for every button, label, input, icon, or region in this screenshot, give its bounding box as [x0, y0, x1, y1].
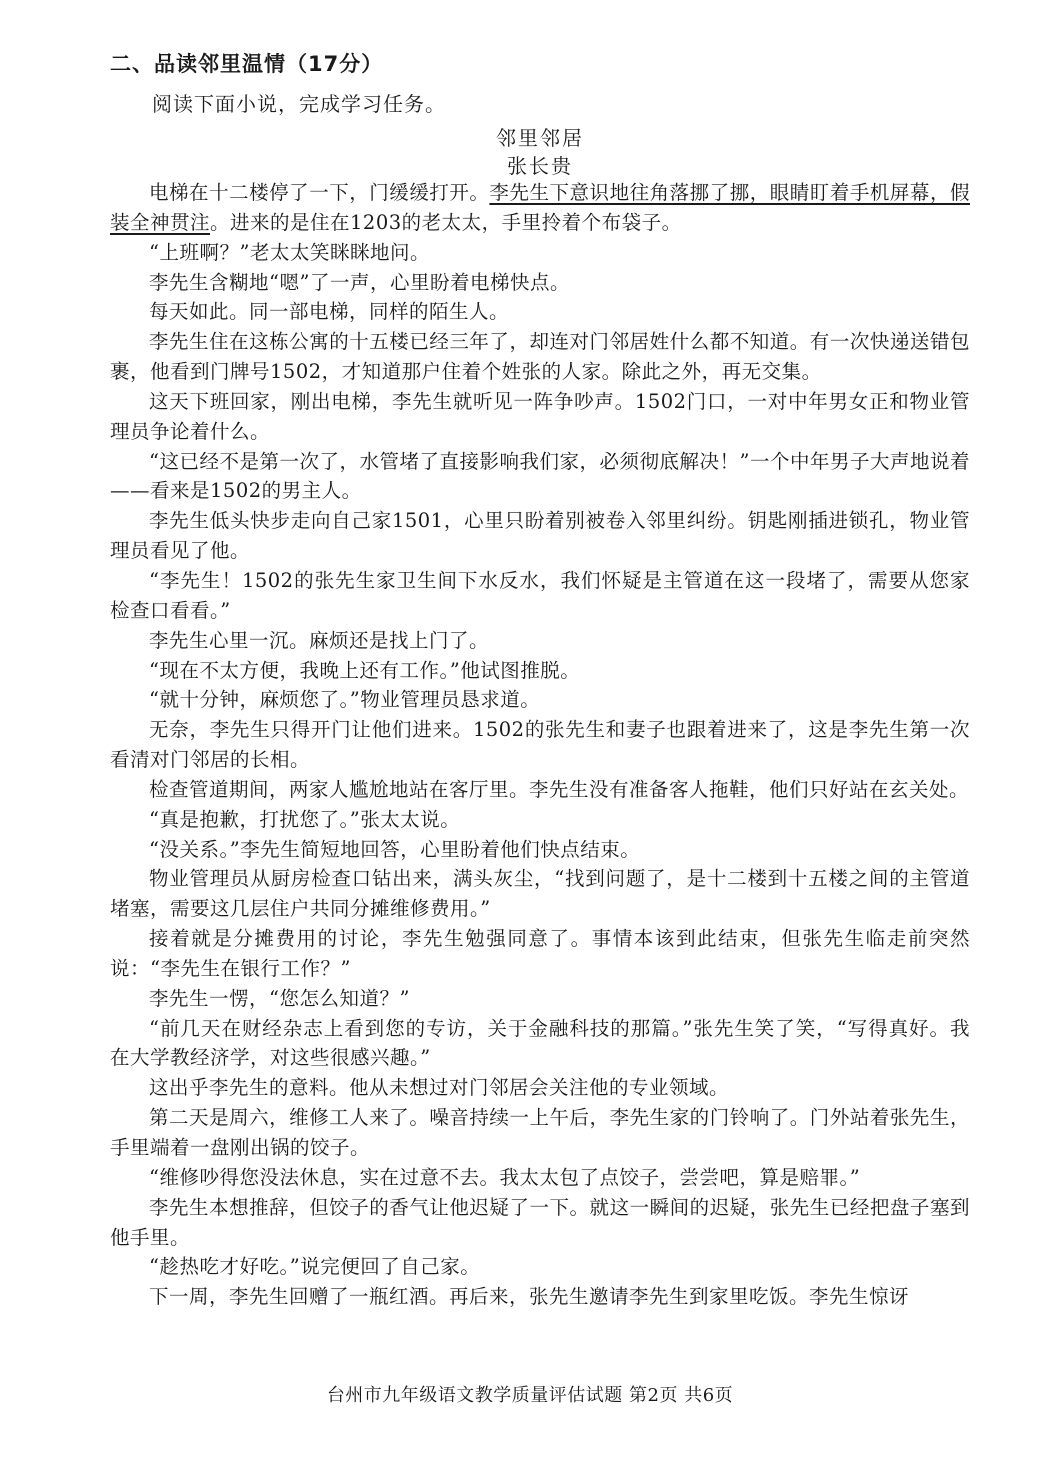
paragraph: “现在不太方便，我晚上还有工作。”他试图推脱。 — [149, 658, 581, 682]
paragraph: 物业管理员从厨房检查口钻出来，满头灰尘，“找到问题了，是十二楼到十五楼之间的主管道堵塞，需要这几层住户共同分摊维修费用。” — [110, 867, 970, 921]
story-body — [110, 178, 970, 1312]
paragraph: “这已经不是第一次了，水管堵了直接影响我们家，必须彻底解决！”一个中年男子大声地说着——看来是1502的男主人。 — [110, 449, 970, 503]
paragraph: “没关系。”李先生简短地回答，心里盼着他们快点结束。 — [149, 837, 641, 861]
paragraph: 无奈，李先生只得开门让他们进来。1502的张先生和妻子也跟着进来了，这是李先生第一次看清对门邻居的长相。 — [110, 718, 970, 772]
story-author: 张长贵 — [507, 154, 573, 178]
paragraph: 接着就是分摊费用的讨论，李先生勉强同意了。事情本该到此结束，但张先生临走前突然说：“李先生在银行工作？” — [110, 927, 970, 980]
paragraph: 每天如此。同一部电梯，同样的陌生人。 — [149, 300, 510, 324]
paragraph: 李先生心里一沉。麻烦还是找上门了。 — [149, 628, 490, 652]
story-title: 邻里邻居 — [496, 126, 584, 150]
paragraph: 下一周，李先生回赠了一瓶红酒。再后来，张先生邀请李先生到家里吃饭。李先生惊讶 — [149, 1285, 910, 1309]
paragraph: 检查管道期间，两家人尴尬地站在客厅里。李先生没有准备客人拖鞋，他们只好站在玄关处。 — [149, 777, 970, 801]
paragraph-text: 。进来的是住在1203的老太太，手里拎着个布袋子。 — [210, 210, 682, 234]
paragraph: “李先生！1502的张先生家卫生间下水反水，我们怀疑是主管道在这一段堵了，需要从您家检查口看看。” — [110, 568, 970, 622]
section-instruction: 阅读下面小说，完成学习任务。 — [152, 92, 446, 116]
paragraph: “上班啊？”老太太笑眯眯地问。 — [149, 240, 430, 264]
paragraph: “趁热吃才好吃。”说完便回了自己家。 — [149, 1255, 481, 1279]
paragraph: 李先生住在这栋公寓的十五楼已经三年了，却连对门邻居姓什么都不知道。有一次快递送错包裹，他看到门牌号1502，才知道那户住着个姓张的人家。除此之外，再无交集。 — [110, 330, 970, 384]
paragraph: 这出乎李先生的意料。他从未想过对门邻居会关注他的专业领域。 — [149, 1076, 730, 1100]
paragraph — [110, 178, 970, 238]
paragraph: 这天下班回家，刚出电梯，李先生就听见一阵争吵声。1502门口，一对中年男女正和物业管理员争论着什么。 — [110, 389, 970, 443]
page-footer: 台州市九年级语文教学质量评估试题 第2页 共6页 — [326, 1385, 734, 1406]
paragraph: “真是抱歉，打扰您了。”张太太说。 — [149, 807, 461, 831]
paragraph: 李先生低头快步走向自己家1501，心里只盼着别被卷入邻里纠纷。钥匙刚插进锁孔，物业管理员看见了他。 — [110, 509, 970, 563]
section-title: 二、品读邻里温情（17分） — [110, 52, 384, 76]
paragraph: 第二天是周六，维修工人来了。噪音持续一上午后，李先生家的门铃响了。门外站着张先生，手里端着一盘刚出锅的饺子。 — [110, 1106, 970, 1159]
paragraph: 李先生含糊地“嗯”了一声，心里盼着电梯快点。 — [149, 270, 570, 294]
paragraph: “就十分钟，麻烦您了。”物业管理员恳求道。 — [149, 688, 541, 712]
underlined-sentence: 李先生下意识地往角落挪了挪，眼睛盯着手机屏幕，假装全神贯注 — [110, 181, 970, 234]
paragraph: 李先生本想推辞，但饺子的香气让他迟疑了一下。就这一瞬间的迟疑，张先生已经把盘子塞到他手里。 — [110, 1195, 970, 1249]
paragraph-text: 电梯在十二楼停了一下，门缓缓打开。 — [149, 181, 490, 204]
paragraph: “维修吵得您没法休息，实在过意不去。我太太包了点饺子，尝尝吧，算是赔罪。” — [149, 1165, 861, 1189]
paragraph: 李先生一愣，“您怎么知道？” — [149, 986, 410, 1010]
paragraph: “前几天在财经杂志上看到您的专访，关于金融科技的那篇。”张先生笑了笑，“写得真好。我在大学教经济学，对这些很感兴趣。” — [110, 1016, 970, 1070]
